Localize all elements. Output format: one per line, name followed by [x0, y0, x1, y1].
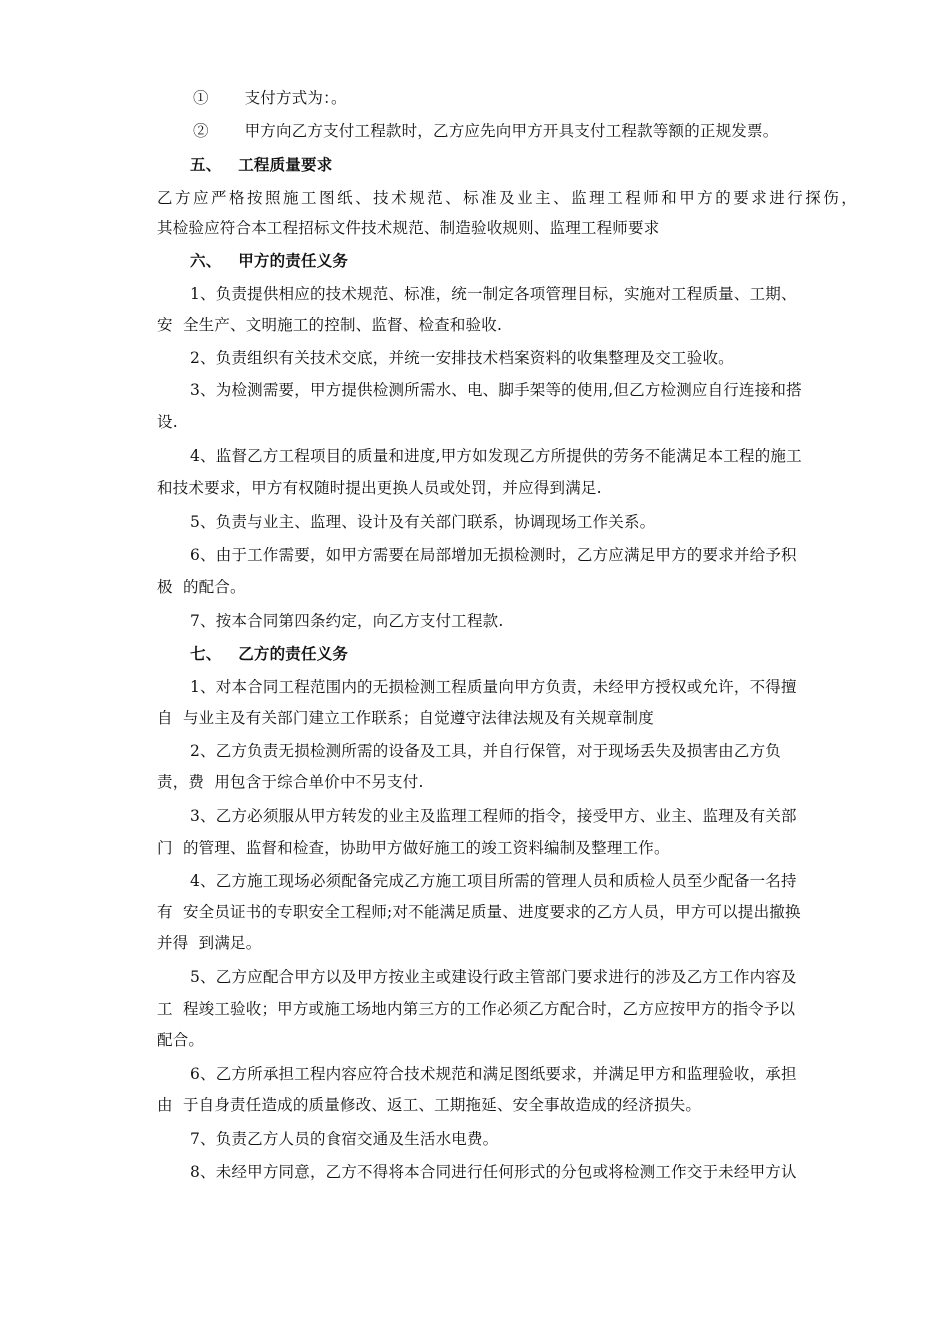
paragraph-line: 自 与业主及有关部门建立工作联系；自觉遵守法律法规及有关规章制度: [157, 709, 654, 727]
paragraph-line: 3、为检测需要，甲方提供检测所需水、电、脚手架等的使用,但乙方检测应自行连接和搭: [190, 381, 802, 399]
section-heading-party-b: 七、 乙方的责任义务: [190, 644, 349, 663]
paragraph-line: 责，费 用包含于综合单价中不另支付.: [157, 773, 424, 791]
paragraph-line: 由 于自身责任造成的质量修改、返工、工期拖延、安全事故造成的经济损失。: [157, 1096, 702, 1114]
paragraph-line: 7、负责乙方人员的食宿交通及生活水电费。: [190, 1130, 499, 1148]
paragraph-line: 5、乙方应配合甲方以及甲方按业主或建设行政主管部门要求进行的涉及乙方工作内容及: [190, 968, 797, 986]
section-heading-quality: 五、 工程质量要求: [190, 155, 333, 174]
paragraph-line: 工 程竣工验收；甲方或施工场地内第三方的工作必须乙方配合时，乙方应按甲方的指令予以: [157, 1000, 796, 1018]
paragraph-line: 6、乙方所承担工程内容应符合技术规范和满足图纸要求，并满足甲方和监理验收，承担: [190, 1065, 797, 1083]
paragraph-line: 7、按本合同第四条约定，向乙方支付工程款.: [190, 612, 504, 630]
paragraph-line: 其检验应符合本工程招标文件技术规范、制造验收规则、监理工程师要求: [157, 219, 660, 237]
paragraph-line: 1、对本合同工程范围内的无损检测工程质量向甲方负责，未经甲方授权或允许，不得擅: [190, 678, 797, 696]
paragraph-line: 4、监督乙方工程项目的质量和进度,甲方如发现乙方所提供的劳务不能满足本工程的施工: [190, 447, 802, 465]
invoice-item: ② 甲方向乙方支付工程款时，乙方应先向甲方开具支付工程款等额的正规发票。: [193, 122, 779, 140]
paragraph-line: 有 安全员证书的专职安全工程师;对不能满足质量、进度要求的乙方人员，甲方可以提出撤换: [157, 903, 801, 921]
paragraph-line: 并得 到满足。: [157, 934, 262, 952]
section-heading-party-a: 六、 甲方的责任义务: [190, 251, 349, 270]
paragraph-line: 5、负责与业主、监理、设计及有关部门联系，协调现场工作关系。: [190, 513, 656, 531]
paragraph-line: 6、由于工作需要，如甲方需要在局部增加无损检测时，乙方应满足甲方的要求并给予积: [190, 546, 797, 564]
paragraph-line: 乙方应严格按照施工图纸、技术规范、标准及业主、监理工程师和甲方的要求进行探伤，: [157, 189, 857, 207]
paragraph-line: 4、乙方施工现场必须配备完成乙方施工项目所需的管理人员和质检人员至少配备一名持: [190, 872, 797, 890]
paragraph-line: 3、乙方必须服从甲方转发的业主及监理工程师的指令，接受甲方、业主、监理及有关部: [190, 807, 797, 825]
payment-method-item: ① 支付方式为：。: [193, 89, 347, 107]
paragraph-line: 设.: [157, 413, 178, 431]
paragraph-line: 2、乙方负责无损检测所需的设备及工具，并自行保管，对于现场丢失及损害由乙方负: [190, 742, 781, 760]
paragraph-line: 安 全生产、文明施工的控制、监督、检查和验收.: [157, 316, 503, 334]
paragraph-line: 2、负责组织有关技术交底，并统一安排技术档案资料的收集整理及交工验收。: [190, 349, 734, 367]
paragraph-line: 配合。: [157, 1031, 205, 1049]
paragraph-line: 门 的管理、监督和检查，协助甲方做好施工的竣工资料编制及整理工作。: [157, 839, 670, 857]
paragraph-line: 1、负责提供相应的技术规范、标准，统一制定各项管理目标，实施对工程质量、工期、: [190, 285, 797, 303]
paragraph-line: 8、未经甲方同意，乙方不得将本合同进行任何形式的分包或将检测工作交于未经甲方认: [190, 1163, 797, 1181]
paragraph-line: 和技术要求，甲方有权随时提出更换人员或处罚，并应得到满足.: [157, 479, 602, 497]
paragraph-line: 极 的配合。: [157, 578, 246, 596]
